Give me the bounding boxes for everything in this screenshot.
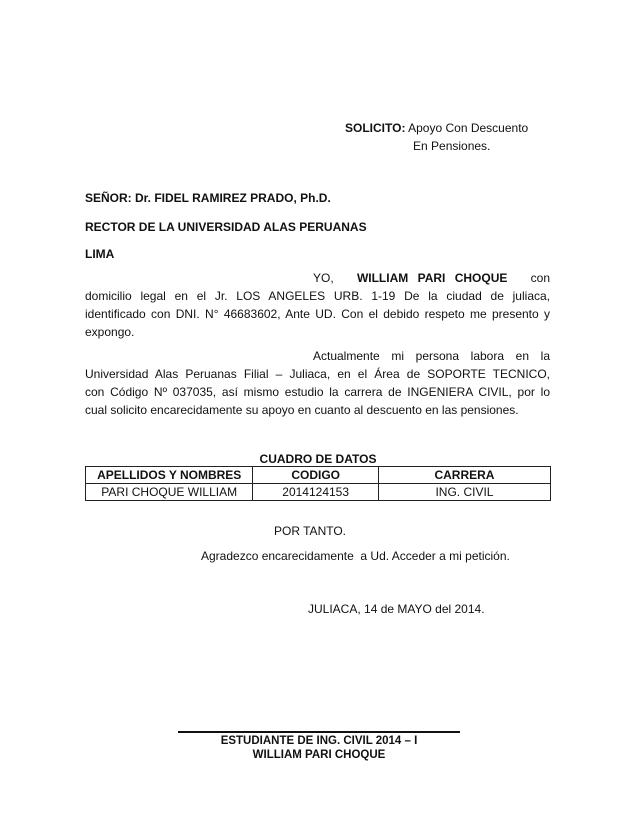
data-table <box>85 452 551 501</box>
addressee-line3: LIMA <box>85 247 115 261</box>
table-cell-career: ING. CIVIL <box>378 484 550 501</box>
table-header-code: CODIGO <box>253 467 379 484</box>
place-date: JULIACA, 14 de MAYO del 2014. <box>308 602 485 616</box>
table-header-row <box>86 467 551 484</box>
solicito-heading <box>345 121 528 135</box>
table-cell-name: PARI CHOQUE WILLIAM <box>86 484 253 501</box>
paragraph-2-line3: con Código Nº 037035, así mismo estudio la carrera de INGENIERA CIVIL, por lo <box>85 385 550 399</box>
agradezco-line: Agradezco encarecidamente a Ud. Acceder a mi petición. <box>201 549 510 563</box>
paragraph-2-line2: Universidad Alas Peruanas Filial – Juliaca, en el Área de SOPORTE TECNICO, <box>85 367 550 381</box>
signature-title: ESTUDIANTE DE ING. CIVIL 2014 – I <box>220 735 418 747</box>
paragraph-1 <box>85 269 550 341</box>
applicant-name: WILLIAM PARI CHOQUE <box>356 271 508 285</box>
paragraph-1-line3: identificado con DNI. N° 46683602, Ante UD. Con el debido respeto me presento y <box>85 307 550 321</box>
paragraph-1-line2: domicilio legal en el Jr. LOS ANGELES URB. 1-19 De la ciudad de juliaca, <box>85 289 550 303</box>
table-cell-code: 2014124153 <box>253 484 379 501</box>
data-table-title: CUADRO DE DATOS <box>259 452 377 466</box>
paragraph-2-line1: Actualmente mi persona labora en la <box>313 349 550 363</box>
table-header-name: APELLIDOS Y NOMBRES <box>86 467 253 484</box>
paragraph-1-line1 <box>85 269 550 287</box>
solicito-subject-line1: Apoyo Con Descuento <box>408 121 529 135</box>
table-row <box>86 484 551 501</box>
paragraph-1-line4: expongo. <box>85 325 135 339</box>
solicito-subject-line2: En Pensiones. <box>413 139 491 153</box>
signature-name: WILLIAM PARI CHOQUE <box>252 749 386 761</box>
solicito-label: SOLICITO: <box>345 121 406 135</box>
paragraph-2 <box>85 347 550 419</box>
addressee-line2: RECTOR DE LA UNIVERSIDAD ALAS PERUANAS <box>85 220 367 234</box>
paragraph-2-line4: cual solicito encarecidamente su apoyo en cuanto al descuento en las pensiones. <box>85 403 519 417</box>
paragraph-1-con: con <box>530 271 550 285</box>
addressee-line1: SEÑOR: Dr. FIDEL RAMIREZ PRADO, Ph.D. <box>85 191 331 205</box>
por-tanto: POR TANTO. <box>274 524 347 538</box>
table-header-career: CARRERA <box>378 467 550 484</box>
paragraph-1-yo: YO, <box>313 271 334 285</box>
signature-line <box>178 731 460 733</box>
